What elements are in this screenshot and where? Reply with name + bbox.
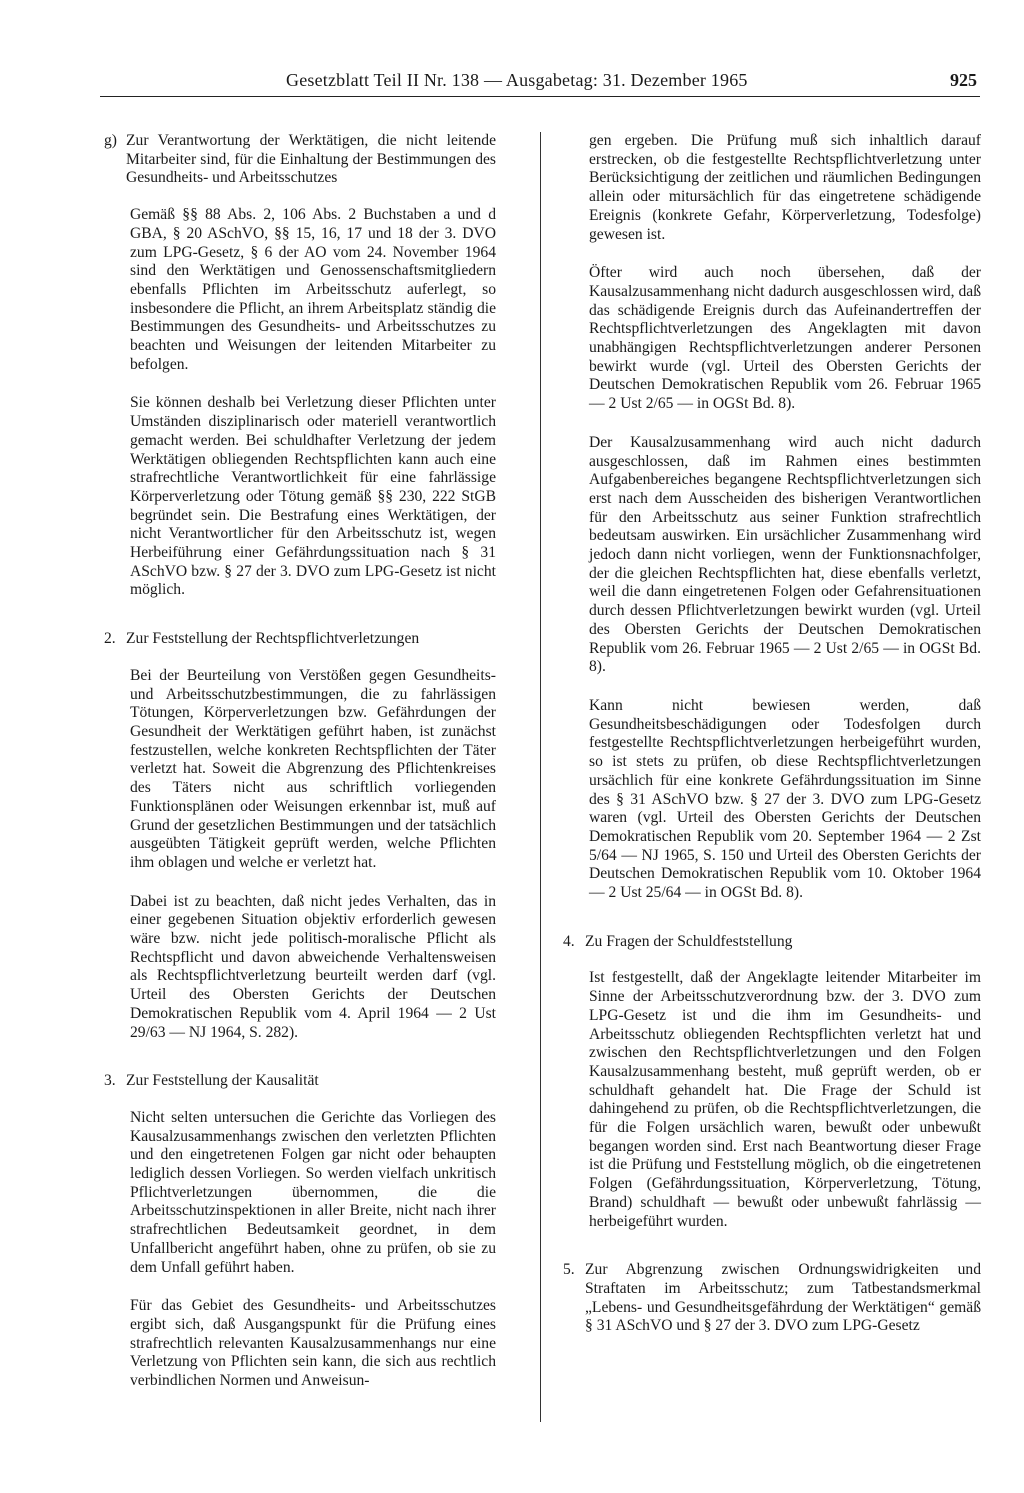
section-2-paragraph-1: Bei der Beurteilung von Verstößen gegen Gesundheits- und Arbeitsschutzbestimmungen, die zu fahrlässigen Tötungen, Körperverletzungen bzw. Gefährdungen der Gesundheit der Werktätigen geführt haben, ist zunächst festzustellen, welche konkreten Rechtspflichten der Täter verletzt hat. Soweit die Abgrenzung des Pflichtenkreises des Täters nicht aus schriftlich vorliegenden Funktionsplänen oder Weisungen erkennbar ist, muß auf Grund der gesetzlichen Bestimmungen und der tatsächlich ausgeübten Tätigkeit geprüft werden, welche Pflichten ihm oblagen und welche er verletzt hat. [130,666,496,871]
section-g-heading-text: Zur Verantwortung der Werktätigen, die nicht leitende Mitarbeiter sind, für die Einhaltung der Bestimmungen des Gesundheits- und Arbeitsschutzes [126,132,496,187]
section-g-paragraph-2: Sie können deshalb bei Verletzung dieser Pflichten unter Umständen disziplinarisch oder materiell verantwortlich gemacht werden. Bei schuldhafter Verletzung der jedem Werktätigen obliegenden Rechtspflichten kann auch eine strafrechtliche Verantwortlichkeit für eine fahrlässige Körperverletzung oder Tötung gemäß §§ 230, 222 StGB begründet sein. Die Bestrafung eines Werktätigen, der nicht Verantwortlicher für den Arbeitsschutz ist, wegen Herbeiführung einer Gefährdungssituation nach § 31 ASchVO bzw. § 27 der 3. DVO zum LPG-Gesetz ist nicht möglich. [130,394,496,599]
section-2-heading-text: Zur Feststellung der Rechtspflichtverletzungen [126,630,420,648]
section-3-paragraph-3: Öfter wird auch noch übersehen, daß der Kausalzusammenhang nicht dadurch ausgeschlossen wird, daß das schädigende Ereignis durch das Aufeinandertreffen der Rechtspflichtverletzungen des Angeklagten mit davon unabhängigen Rechtspflichtverletzungen anderer Personen bewirkt wurde (vgl. Urteil des Obersten Gerichts der Deutschen Demokratischen Republik vom 26. Februar 1965 — 2 Ust 2/65 — in OGSt Bd. 8). [589,264,981,413]
section-3-paragraph-2: Für das Gebiet des Gesundheits- und Arbeitsschutzes ergibt sich, daß Ausgangspunkt für die Prüfung eines strafrechtlich relevanten Kausalzusammenhangs nur eine Verletzung von Pflichten sein kann, die sich aus rechtlich verbindlichen Normen und Anweisun- [130,1297,496,1390]
left-column [104,132,496,1391]
section-3-heading [104,1072,496,1091]
section-3-paragraph-1: Nicht selten untersuchen die Gerichte das Vorliegen des Kausalzusammenhangs zwischen den verletzten Pflichten und den eingetretenen Folgen gar nicht oder behaupten lediglich dessen Vorliegen. So werden vielfach unkritisch Pflichtverletzungen übernommen, die die Arbeitsschutzinspektionen in aller Breite, nicht nach ihrer strafrechtlichen Bedeutsamkeit geordnet, in dem Unfallbericht angeführt haben, ohne zu prüfen, ob sie zu dem Unfall geführt haben. [130,1108,496,1276]
section-3-paragraph-5: Kann nicht bewiesen werden, daß Gesundheitsbeschädigungen oder Todesfolgen durch festgestellte Rechtspflichtverletzungen herbeigeführt wurden, so ist stets zu prüfen, ob diese Rechtspflichtverletzungen ursächlich für eine konkrete Gefährdungssituation im Sinne des § 31 ASchVO bzw. § 27 der 3. DVO zum LPG-Gesetz waren (vgl. Urteil des Obersten Gerichts der Deutschen Demokratischen Republik vom 20. September 1964 — 2 Zst 5/64 — NJ 1965, S. 150 und Urteil des Obersten Gerichts der Deutschen Demokratischen Republik vom 10. Oktober 1964 — 2 Ust 25/64 — in OGSt Bd. 8). [589,696,981,902]
section-g-heading [104,132,496,188]
section-5-heading [563,1261,981,1336]
page-header [0,0,1024,110]
section-5-marker: 5. [563,1261,575,1279]
section-2-paragraph-2: Dabei ist zu beachten, daß nicht jedes Verhalten, das in einer gegebenen Situation objektiv erforderlich gewesen wäre bzw. nicht jede politisch-moralische Pflicht als Rechtspflicht und davon abweichende Verhaltensweisen als Rechtspflichtverletzung beurteilt werden darf (vgl. Urteil des Obersten Gerichts der Deutschen Demokratischen Republik vom 4. April 1964 — 2 Ust 29/63 — NJ 1964, S. 282). [130,892,496,1041]
right-column [563,132,981,1336]
section-g-marker: g) [104,132,117,149]
header-title: Gesetzblatt Teil II Nr. 138 — Ausgabetag: 31. Dezember 1965 [286,70,748,90]
page-number: 925 [950,70,977,90]
section-g-paragraph-1: Gemäß §§ 88 Abs. 2, 106 Abs. 2 Buchstaben a und d GBA, § 20 ASchVO, §§ 15, 16, 17 und 18 der 3. DVO zum LPG-Gesetz, § 6 der AO vom 24. November 1964 sind den Werktätigen und Genossenschaftsmitgliedern ebenfalls Pflichten im Arbeitsschutz auferlegt, so insbesondere die Pflicht, an ihrem Arbeitsplatz ständig die Bestimmungen des Gesundheits- und Arbeitsschutzes zu beachten und Weisungen der leitenden Mitarbeiter zu befolgen. [130,206,496,373]
section-5-heading-text: Zur Abgrenzung zwischen Ordnungswidrigkeiten und Straftaten im Arbeitsschutz; zum Tatbestandsmerkmal „Lebens- und Gesundheitsgefährdung der Werktätigen“ gemäß § 31 ASchVO und § 27 der 3. DVO zum LPG-Gesetz [585,1261,981,1335]
section-2-heading [104,630,496,649]
section-4-heading-text: Zu Fragen der Schuldfeststellung [585,932,793,950]
section-2-marker: 2. [104,630,116,648]
header-rule [100,96,980,97]
section-4-paragraph-1: Ist festgestellt, daß der Angeklagte leitender Mitarbeiter im Sinne der Arbeitsschutzverordnung bzw. der 3. DVO zum LPG-Gesetz ist und die ihm im Gesundheits- und Arbeitsschutz obliegenden Rechtspflichten verletzt hat und zwischen den Rechtspflichtverletzungen und den Folgen Kausalzusammenhang besteht, muß geprüft werden, ob er schuldhaft gehandelt hat. Die Frage der Schuld ist dahingehend zu prüfen, ob die Rechtspflichtverletzungen, die für die Folgen ursächlich waren, bewußt oder unbewußt begangen worden sind. Erst nach Beantwortung dieser Frage ist die Prüfung und Feststellung möglich, ob die eingetretenen Folgen (Gefährdungssituation, Körperverletzung, Tötung, Brand) schuldhaft — bewußt oder unbewußt fahrlässig — herbeigeführt wurden. [589,969,981,1230]
section-3-marker: 3. [104,1072,116,1090]
section-4-marker: 4. [563,932,575,950]
column-divider [540,132,541,1422]
section-3-heading-text: Zur Feststellung der Kausalität [126,1072,319,1090]
section-4-heading [563,933,981,952]
section-3-paragraph-4: Der Kausalzusammenhang wird auch nicht dadurch ausgeschlossen, daß im Rahmen eines bestimmten Aufgabenbereiches begangene Rechtspflichtverletzungen sich erst nach dem Ausscheiden des bisherigen Verantwortlichen für den Arbeitsschutz aus seiner Funktion strafrechtlich bedeutsam auswirken. Ein ursächlicher Zusammenhang wird jedoch dann nicht vorliegen, wenn der Funktionsnachfolger, der die gleichen Rechtspflichten hat, diese ebenfalls verletzt, weil die dann eingetretenen Folgen oder Gefahrensituationen durch dessen Pflichtverletzungen bewirkt wurden (vgl. Urteil des Obersten Gerichts der Deutschen Demokratischen Republik vom 26. Februar 1965 — 2 Ust 2/65 — in OGSt Bd. 8). [589,433,981,676]
section-3-paragraph-2-continued: gen ergeben. Die Prüfung muß sich inhaltlich darauf erstrecken, ob die festgestellte Rechtspflichtverletzung unter Berücksichtigung der zeitlichen und räumlichen Bedingungen allein oder mitursächlich für das eingetretene schädigende Ereignis (konkrete Gefahr, Körperverletzung, Todesfolge) gewesen ist. [589,132,981,243]
